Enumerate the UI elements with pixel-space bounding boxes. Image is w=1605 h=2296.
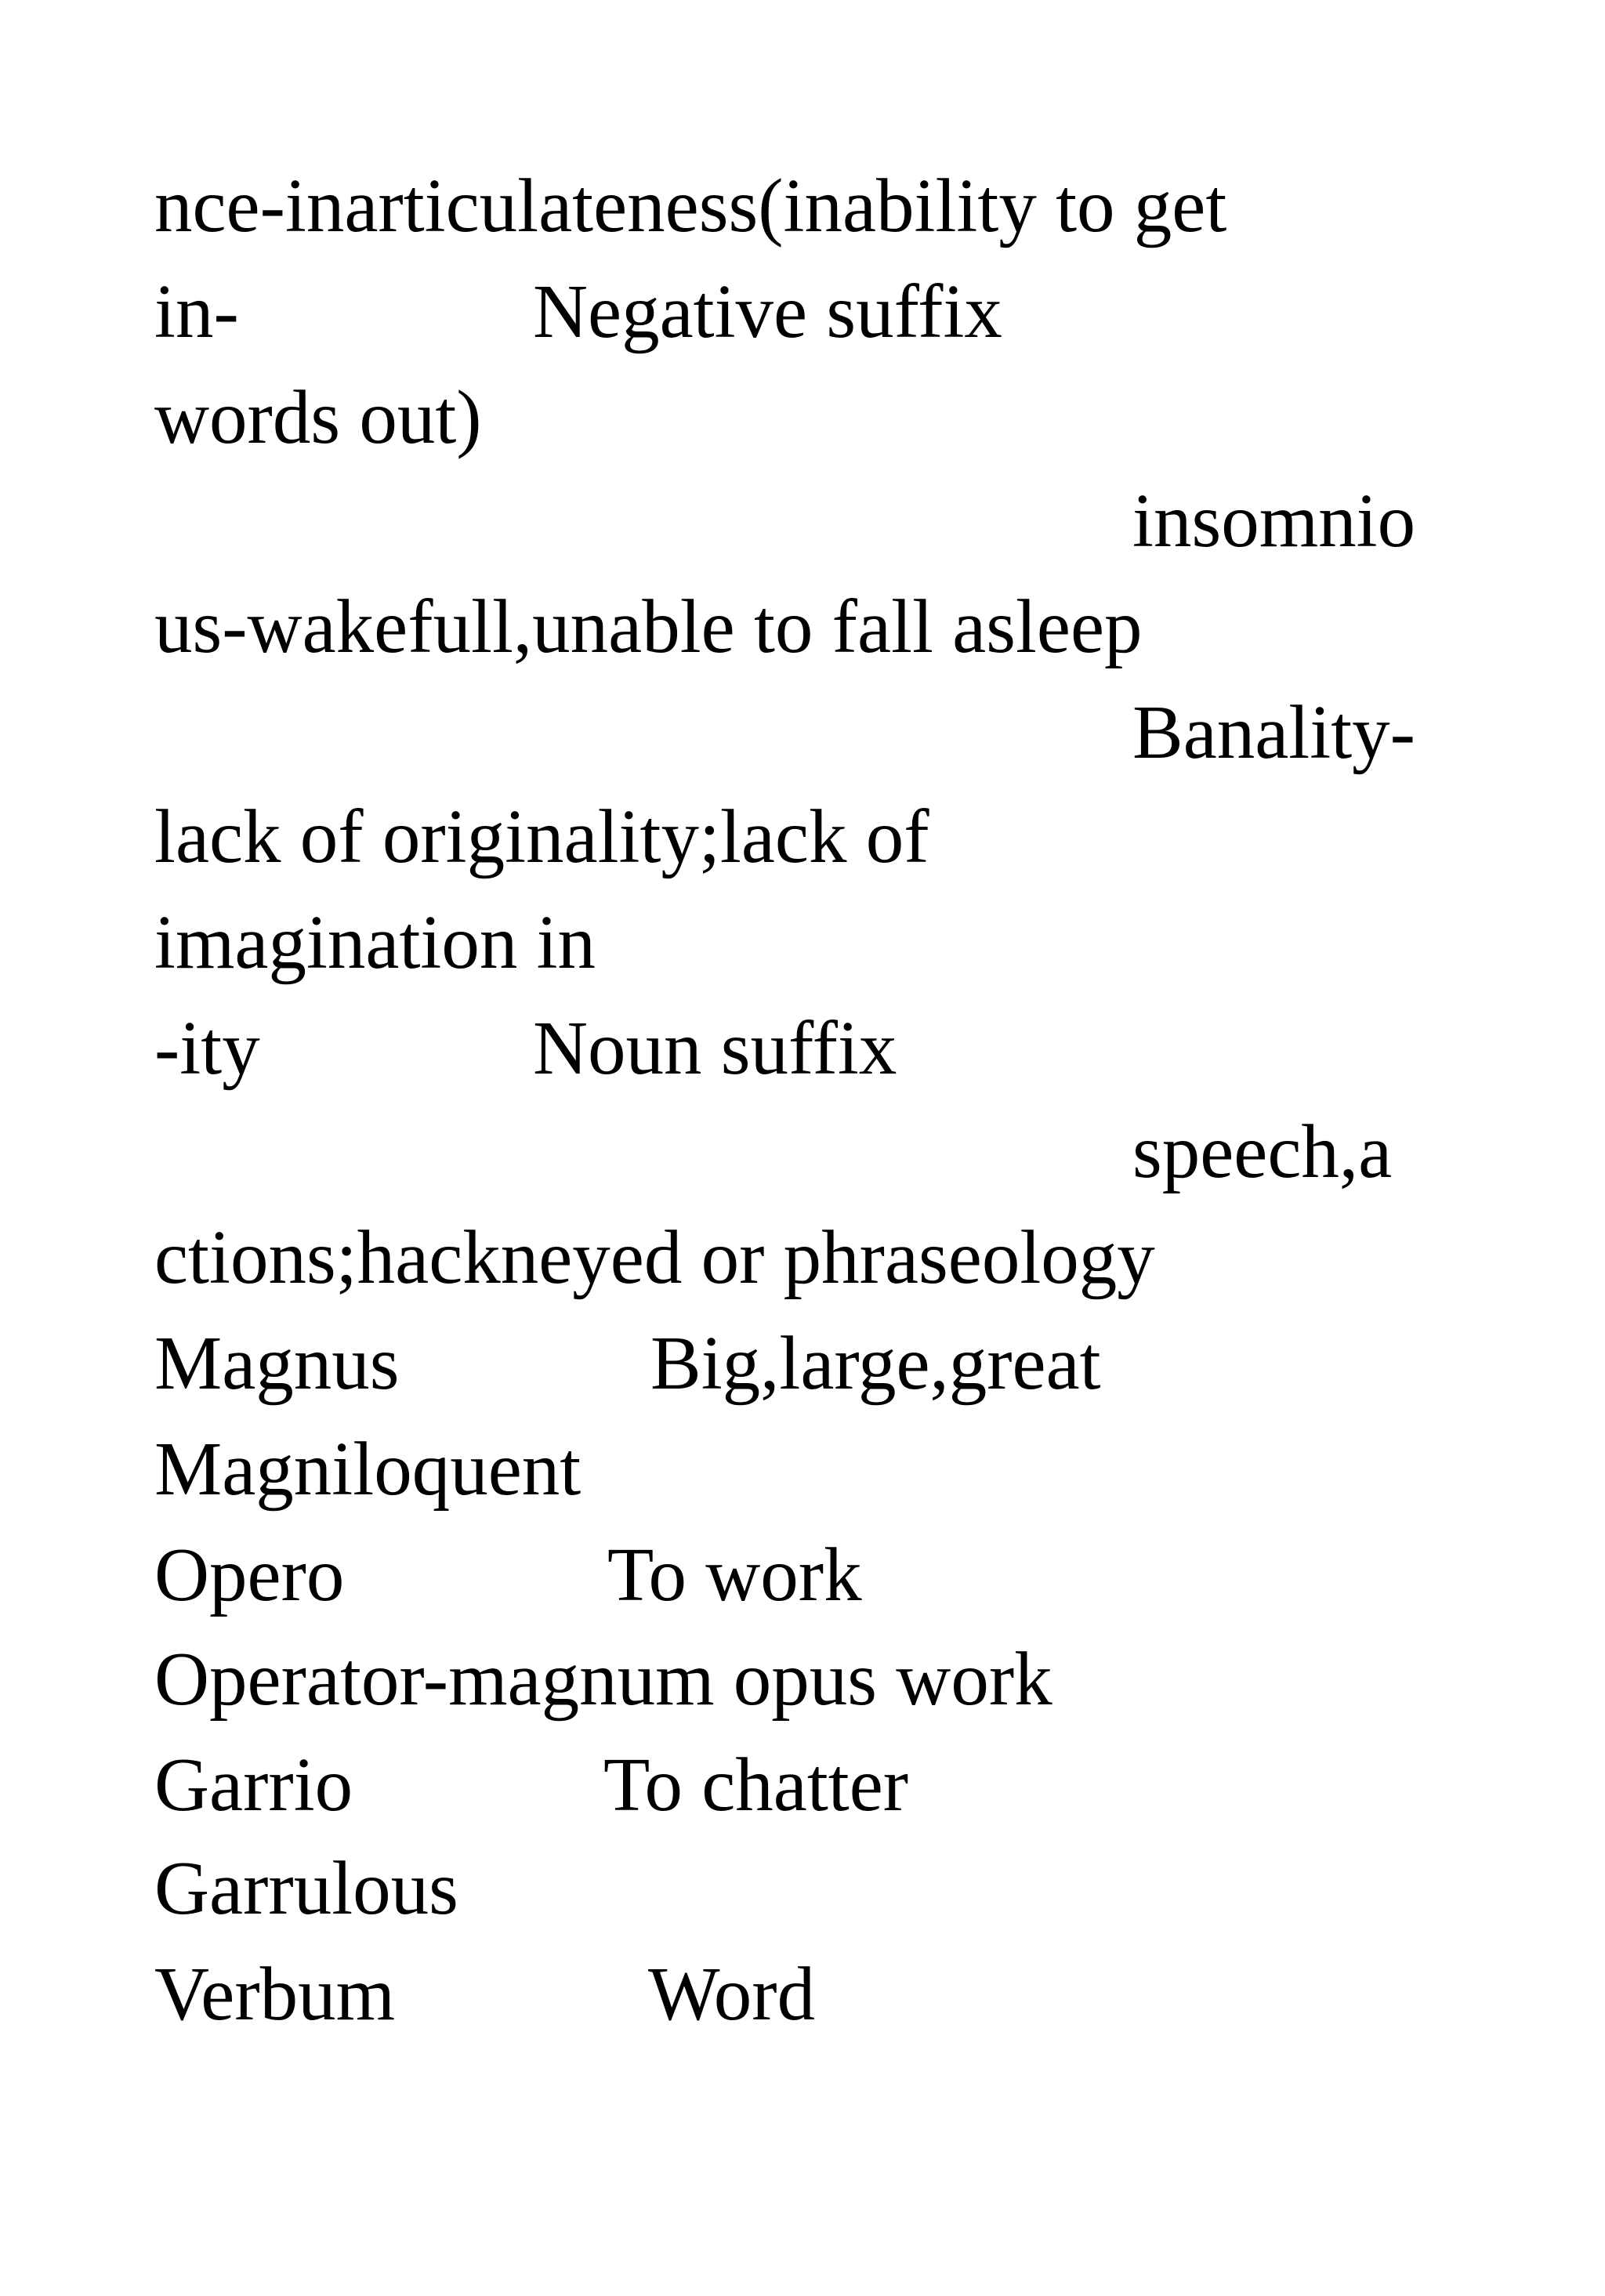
- text-line: us-wakefull,unable to fall asleep: [154, 585, 1143, 668]
- term-affix: in-: [154, 270, 239, 353]
- text-line: ctions;hackneyed or phraseology: [154, 1215, 1155, 1299]
- text-line: Garrulous: [154, 1846, 458, 1930]
- term-affix: -ity: [154, 1006, 260, 1090]
- term-meaning: Word: [648, 1952, 816, 2036]
- term-row: [154, 1532, 1408, 1618]
- text-line: imagination in: [154, 900, 596, 984]
- term-meaning: Negative suffix: [533, 270, 1002, 353]
- term-row: [154, 1005, 1408, 1092]
- text-line: lack of originality;lack of: [154, 795, 929, 878]
- term-row: [154, 1951, 1408, 2037]
- text-line: Banality-: [1132, 690, 1415, 774]
- term-root: Opero: [154, 1533, 345, 1617]
- term-row: [154, 1320, 1408, 1407]
- text-line: words out): [154, 375, 482, 459]
- text-line: insomnio: [1132, 479, 1416, 563]
- text-line: nce-inarticulateness(inability to get: [154, 164, 1227, 248]
- term-meaning: Noun suffix: [533, 1006, 897, 1090]
- term-row: [154, 1742, 1408, 1828]
- term-root: Magnus: [154, 1321, 400, 1405]
- term-meaning: Big,large,great: [650, 1321, 1101, 1405]
- text-line: speech,a: [1132, 1110, 1393, 1193]
- text-line: Magniloquent: [154, 1427, 581, 1511]
- term-row: [154, 269, 1408, 355]
- text-line: Operator-magnum opus work: [154, 1637, 1052, 1721]
- term-root: Garrio: [154, 1743, 353, 1827]
- term-meaning: To chatter: [603, 1743, 909, 1827]
- term-meaning: To work: [607, 1533, 862, 1617]
- term-root: Verbum: [154, 1952, 396, 2036]
